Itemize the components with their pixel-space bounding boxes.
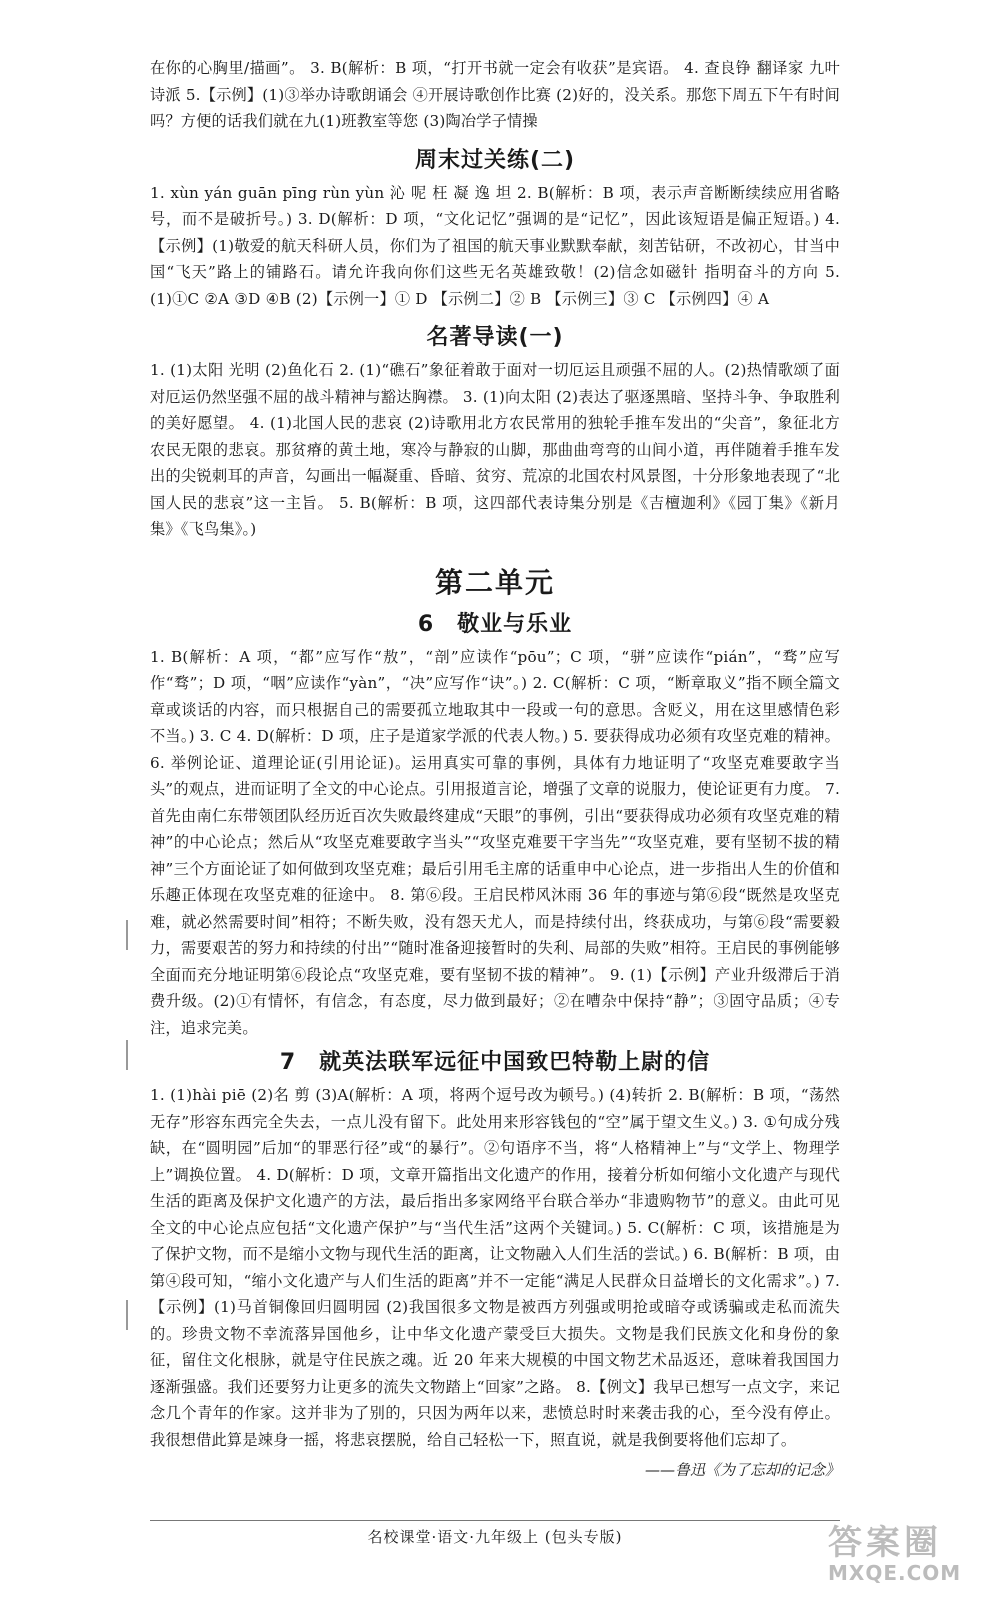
site-watermark: [828, 1524, 978, 1586]
watermark-logo-text: 答案圈: [828, 1523, 942, 1563]
unit-title: 第二单元: [434, 565, 555, 599]
answer-paragraph: 在你的心胸里/描画”。 3. B(解析：B 项，“打开书就一定会有收获”是宾语。 4. 查良铮 翻译家 九叶诗派 5.【示例】(1)③举办诗歌朗诵会 ④开展诗歌创作比赛 (2)好的，没关系。那您下周五下午有时间吗？方便的话我们就在九(1)班教室等您 (3)陶冶学子情操: [150, 59, 840, 130]
answer-paragraph: 1. B(解析：A 项，“都”应写作“敖”，“剖”应读作“pōu”；C 项，“骈”应读作“pián”，“骛”应写作“骛”；D 项，“咽”应读作“yàn”，“决”应写作“诀”。) 2. C(解析：C 项，“断章取义”指不顾全篇文章或谈话的内容，而只根据自己的需要孤立地取其中一段或一句的意思。含贬义，用在这里感情色彩不当。) 3. C 4. D(解析：D 项，庄子是道家学派的代表人物。) 5. 要获得成功必须有攻坚克难的精神。 6. 举例论证、道理论证(引用论证)。运用真实可靠的事例，具体有力地证明了“攻坚克难要敢字当头”的观点，进而证明了全文的中心论点。引用报道言论，增强了文章的说服力，使论证更有力度。 7. 首先由南仁东带领团队经历近百次失败最终建成“天眼”的事例，引出“要获得成功必须有攻坚克难的精神”的中心论点；然后从“攻坚克难要敢字当头”“攻坚克难要干字当先”“攻坚克难，要有坚韧不拔的精神”三个方面论证了如何做到攻坚克难；最后引用毛主席的话重申中心论点，进一步指出人生的价值和乐趣正体现在攻坚克难的征途中。 8. 第⑥段。王启民栉风沐雨 36 年的事迹与第⑥段“既然是攻坚克难，就必然需要时间”相符；不断失败，没有怨天尤人，而是持续付出，终获成功，与第⑥段“需要毅力，需要艰苦的努力和持续的付出”“随时准备迎接暂时的失利、局部的失败”相符。王启民的事例能够全面而充分地证明第⑥段论点“攻坚克难，要有坚韧不拔的精神”。 9. (1)【示例】产业升级滞后于消费升级。(2)①有情怀，有信念，有态度，尽力做到最好；②在嘈杂中保持“静”；③固守品质；④专注，追求完美。: [150, 647, 840, 1037]
lesson-title: 6 敬业与乐业: [417, 611, 573, 637]
answer-paragraph: 1. (1)hài piē (2)名 剪 (3)A(解析：A 项，将两个逗号改为顿号。) (4)转折 2. B(解析：B 项，“荡然无存”形容东西完全失去，一点儿没有留下。此处用来形容钱包的“空”属于望文生义。) 3. ①句成分残缺，在“圆明园”后加“的罪恶行径”或“的暴行”。②句语序不当，将“人格精神上”与“文学上、物理学上”调换位置。 4. D(解析：D 项，文章开篇指出文化遗产的作用，接着分析如何缩小文化遗产与现代生活的距离及保护文化遗产的方法，最后指出多家网络平台联合举办“非遗购物节”的意义。由此可见全文的中心论点应包括“文化遗产保护”与“当代生活”这两个关键词。) 5. C(解析：C 项，该措施是为了保护文物，而不是缩小文物与现代生活的距离，让文物融入人们生活的尝试。) 6. B(解析：B 项，由第④段可知，“缩小文化遗产与人们生活的距离”并不一定能“满足人民群众日益增长的文化需求”。) 7.【示例】(1)马首铜像回归圆明园 (2)我国很多文物是被西方列强或明抢或暗夺或诱骗或走私而流失的。珍贵文物不幸流落异国他乡，让中华文化遗产蒙受巨大损失。文物是我们民族文化和身份的象征，留住文化根脉，就是守住民族之魂。近 20 年来大规模的中国文物艺术品返还，意味着我国国力逐渐强盛。我们还要努力让更多的流失文物踏上“回家”之路。 8.【例文】我早已想写一点文字，来记念几个青年的作家。这并非为了别的，只因为两年以来，悲愤总时时来袭击我的心，至今没有停止。我很想借此算是竦身一摇，将悲哀摆脱，给自己轻松一下，照直说，就是我倒要将他们忘却了。: [150, 1086, 840, 1449]
answer-paragraph: 1. (1)太阳 光明 (2)鱼化石 2. (1)“礁石”象征着敢于面对一切厄运且顽强不屈的人。(2)热情歌颂了面对厄运仍然坚强不屈的战斗精神与豁达胸襟。 3. (1)向太阳 (2)表达了驱逐黑暗、坚持斗争、争取胜利的美好愿望。 4. (1)北国人民的悲哀 (2)诗歌用北方农民常用的独轮手推车发出的“尖音”，象征北方农民无限的悲哀。那贫瘠的黄土地，寒冷与静寂的山脚，那曲曲弯弯的山间小道，再伴随着手推车发出的尖锐刺耳的声音，勾画出一幅凝重、昏暗、贫穷、荒凉的北国农村风景图，十分形象地表现了“北国人民的悲哀”这一主旨。 5. B(解析：B 项，这四部代表诗集分别是《吉檀迦利》《园丁集》《新月集》《飞鸟集》。): [150, 361, 840, 538]
section-title: 周末过关练(二): [414, 147, 576, 173]
watermark-url: MXQE.COM: [828, 1561, 962, 1585]
quote-attribution: ——鲁迅《为了忘却的记念》: [644, 1461, 840, 1479]
binding-edge-mark: [126, 1300, 138, 1330]
lesson-title: 7 就英法联军远征中国致巴特勒上尉的信: [279, 1050, 711, 1075]
answer-page: [150, 55, 840, 1483]
binding-edge-mark: [126, 920, 138, 950]
footer-divider: [150, 1520, 840, 1521]
section-title: 名著导读(一): [426, 325, 564, 350]
page-footer: 名校课堂·语文·九年级上 (包头专版): [367, 1528, 623, 1546]
answer-paragraph: 1. xùn yán guān pīng rùn yùn 沁 呢 枉 凝 逸 坦 2. B(解析：B 项，表示声音断断续续应用省略号，而不是破折号。) 3. D(解析：D 项，“文化记忆”强调的是“记忆”，因此该短语是偏正短语。) 4.【示例】(1)敬爱的航天科研人员，你们为了祖国的航天事业默默奉献，刻苦钻研，不改初心，甘当中国“飞天”路上的铺路石。请允许我向你们这些无名英雄致敬！(2)信念如磁针 指明奋斗的方向 5. (1)①C ②A ③D ④B (2)【示例一】① D 【示例二】② B 【示例三】③ C 【示例四】④ A: [150, 183, 840, 308]
binding-edge-mark: [126, 1040, 138, 1070]
